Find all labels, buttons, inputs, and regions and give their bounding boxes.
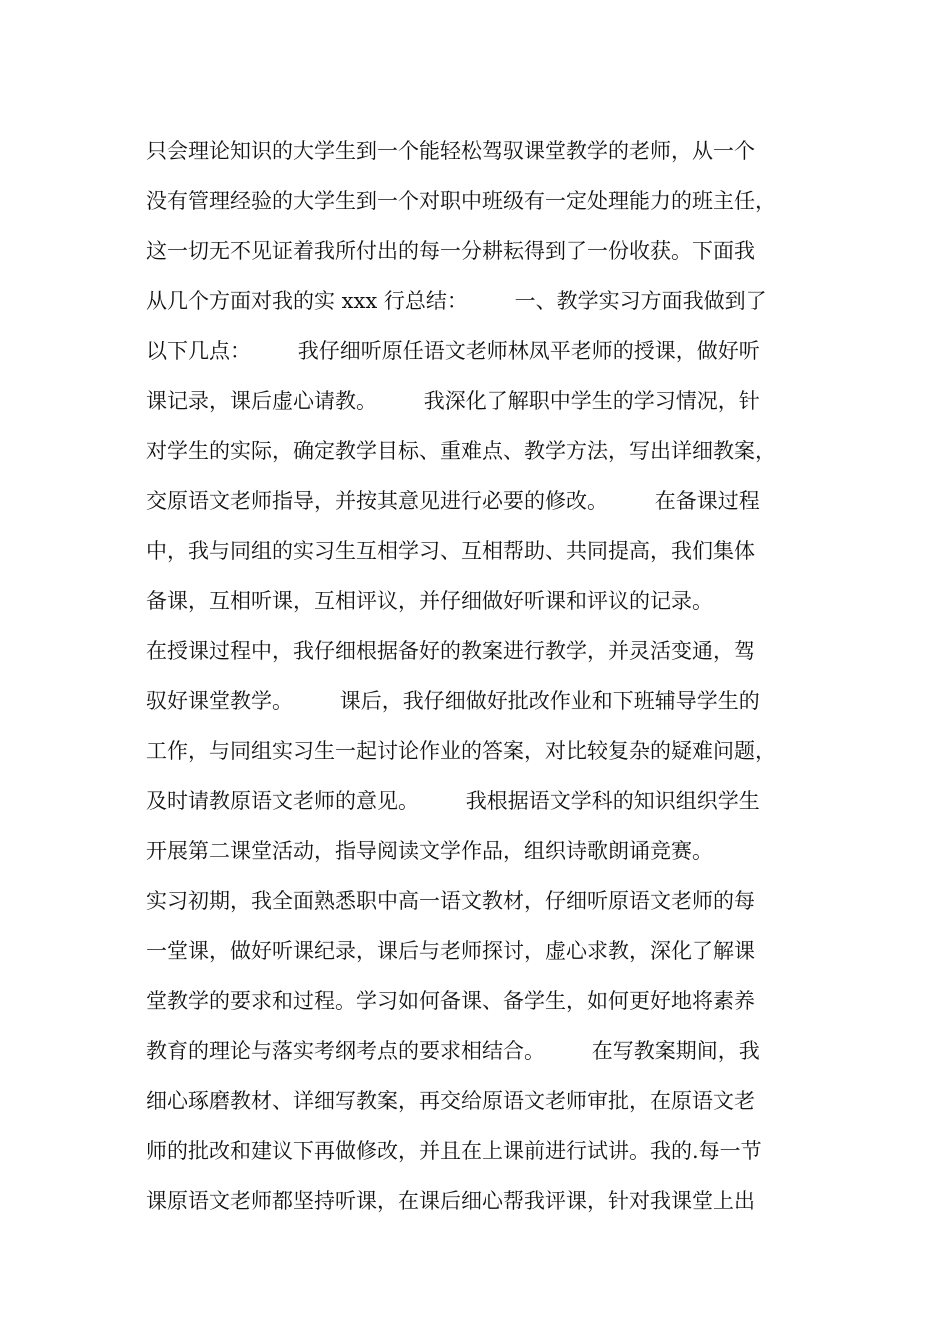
text-line: 交原语文老师指导，并按其意见进行必要的修改。 在备课过程: [146, 489, 760, 513]
text-line: 堂教学的要求和过程。学习如何备课、备学生，如何更好地将素养: [146, 989, 755, 1013]
text-line: 课原语文老师都坚持听课，在课后细心帮我评课，针对我课堂上出: [146, 1189, 755, 1213]
body-text: [146, 126, 826, 1226]
text-line: 备课，互相听课，互相评议，并仔细做好听课和评议的记录。: [146, 589, 713, 613]
text-line: 中，我与同组的实习生互相学习、互相帮助、共同提高，我们集体: [146, 539, 755, 563]
text-line: 在授课过程中，我仔细根据备好的教案进行教学，并灵活变通，驾: [146, 639, 755, 663]
text-line: 对学生的实际，确定教学目标、重难点、教学方法，写出详细教案，: [146, 439, 776, 463]
text-line: 以下几点： 我仔细听原任语文老师林凤平老师的授课，做好听: [146, 339, 760, 363]
text-line: 师的批改和建议下再做修改，并且在上课前进行试讲。我的.每一节: [146, 1139, 762, 1163]
text-line: 工作，与同组实习生一起讨论作业的答案，对比较复杂的疑难问题，: [146, 739, 776, 763]
text-line: 开展第二课堂活动，指导阅读文学作品，组织诗歌朗诵竞赛。: [146, 839, 713, 863]
text-line: 课记录，课后虚心请教。 我深化了解职中学生的学习情况，针: [146, 389, 760, 413]
text-line: 驭好课堂教学。 课后，我仔细做好批改作业和下班辅导学生的: [146, 689, 760, 713]
text-line: 及时请教原语文老师的意见。 我根据语文学科的知识组织学生: [146, 789, 760, 813]
text-line: 没有管理经验的大学生到一个对职中班级有一定处理能力的班主任，: [146, 189, 776, 213]
text-line: 一堂课，做好听课纪录，课后与老师探讨，虚心求教，深化了解课: [146, 939, 755, 963]
text-line: 从几个方面对我的实 xxx 行总结： 一、教学实习方面我做到了: [146, 289, 767, 313]
text-line: 细心琢磨教材、详细写教案，再交给原语文老师审批，在原语文老: [146, 1089, 755, 1113]
text-line: 只会理论知识的大学生到一个能轻松驾驭课堂教学的老师，从一个: [146, 139, 755, 163]
text-line: 这一切无不见证着我所付出的每一分耕耘得到了一份收获。下面我: [146, 239, 755, 263]
text-line: 实习初期，我全面熟悉职中高一语文教材，仔细听原语文老师的每: [146, 889, 755, 913]
text-line: 教育的理论与落实考纲考点的要求相结合。 在写教案期间，我: [146, 1039, 760, 1063]
